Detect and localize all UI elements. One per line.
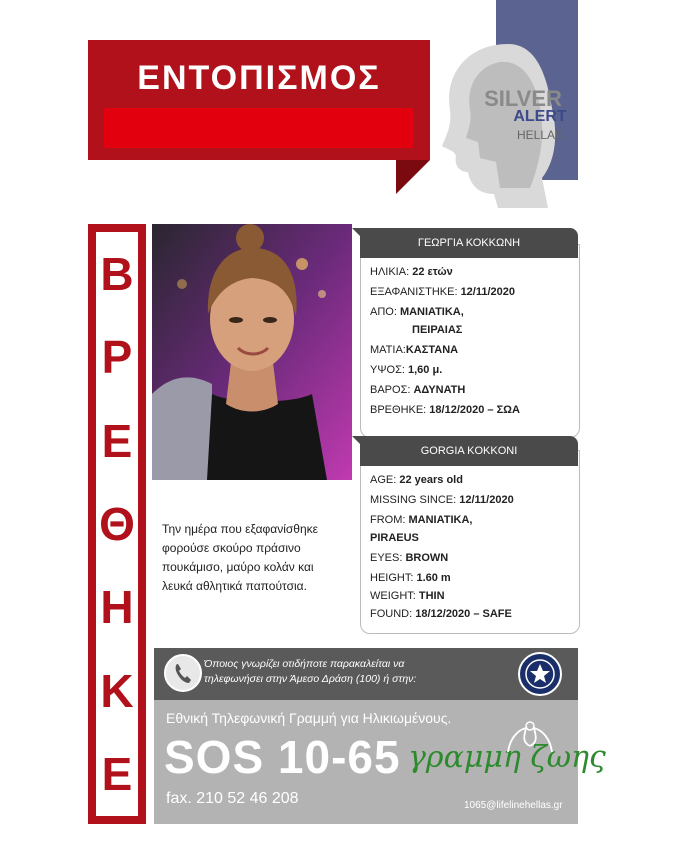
found-word [96,232,138,816]
logo-hellas-text: HELLAS [516,128,564,142]
call-line-2: τηλεφωνήσει στην Άμεσο Δράση (100) ή στην: [204,673,417,685]
contact-email: 1065@lifelinehellas.gr [464,800,563,811]
fax-number: fax. 210 52 46 208 [166,790,299,807]
police-seal-icon [518,652,562,696]
call-instructions [204,657,474,687]
english-eyes: EYES: BROWN [370,552,449,564]
english-height: HEIGHT: 1.60 m [370,572,451,584]
english-found: FOUND: 18/12/2020 – SAFE [370,608,512,620]
clothing-description [162,520,352,596]
header-stripe [104,108,414,148]
banner-fold [396,160,430,194]
national-hotline-label: Εθνική Τηλεφωνική Γραμμή για Ηλικιωμένους. [166,710,452,726]
greek-eyes: ΜΑΤΙΑ:ΚΑΣΤΑΝΑ [370,344,459,356]
found-letter: Β [100,247,134,300]
logo-silver-text: SILVER [484,86,562,111]
found-letter: Η [100,581,134,634]
english-weight: WEIGHT: THIN [370,590,445,602]
greek-from: ΑΠΟ: ΜΑΝΙΑΤΙΚΑ, [370,306,464,318]
found-letter: Θ [99,497,135,550]
phone-icon [164,654,202,692]
description-line: λευκά αθλητικά παπούτσια. [162,579,307,593]
description-line: φορούσε σκούρο πράσινο [162,541,301,555]
greek-height: ΥΨΟΣ: 1,60 μ. [370,364,443,376]
greek-age: ΗΛΙΚΙΑ: 22 ετών [370,266,453,278]
english-from-city: PIRAEUS [370,532,419,544]
greek-from-city: ΠΕΙΡΑΙΑΣ [412,324,463,336]
english-missing-since: MISSING SINCE: 12/11/2020 [370,494,514,506]
panel-notch [352,228,360,236]
panel-notch [352,436,360,444]
greek-missing-since: ΕΞΑΦΑΝΙΣΤΗΚΕ: 12/11/2020 [370,286,516,298]
person-photo [152,224,352,480]
found-letter: Κ [100,664,134,717]
found-letter: Ε [101,748,133,801]
description-line: Την ημέρα που εξαφανίσθηκε [162,522,318,536]
english-name-header: GORGIA KOKKONI [360,436,578,466]
description-line: πουκάμισο, μαύρο κολάν και [162,560,314,574]
english-from: FROM: MANIATIKA, [370,514,473,526]
page-title: ΕΝΤΟΠΙΣΜΟΣ [137,59,381,97]
greek-weight: ΒΑΡΟΣ: ΑΔΥΝΑΤΗ [370,384,466,396]
found-letter: Ε [101,414,133,467]
greek-found: ΒΡΕΘΗΚΕ: 18/12/2020 – ΣΩΑ [370,404,520,416]
english-age: AGE: 22 years old [370,474,463,486]
found-letter: Ρ [101,331,133,384]
helping-hands-icon [500,718,560,758]
greek-name-header: ΓΕΩΡΓΙΑ ΚΟΚΚΩΝΗ [360,228,578,258]
lifeline-brand: γραμμη ζωης [408,740,606,775]
call-line-1: Όποιος γνωρίζει οτιδήποτε παρακαλείται να [204,658,405,670]
sos-hotline-number: SOS 10-65 [164,731,401,783]
logo-alert-text: ALERT [513,108,567,125]
